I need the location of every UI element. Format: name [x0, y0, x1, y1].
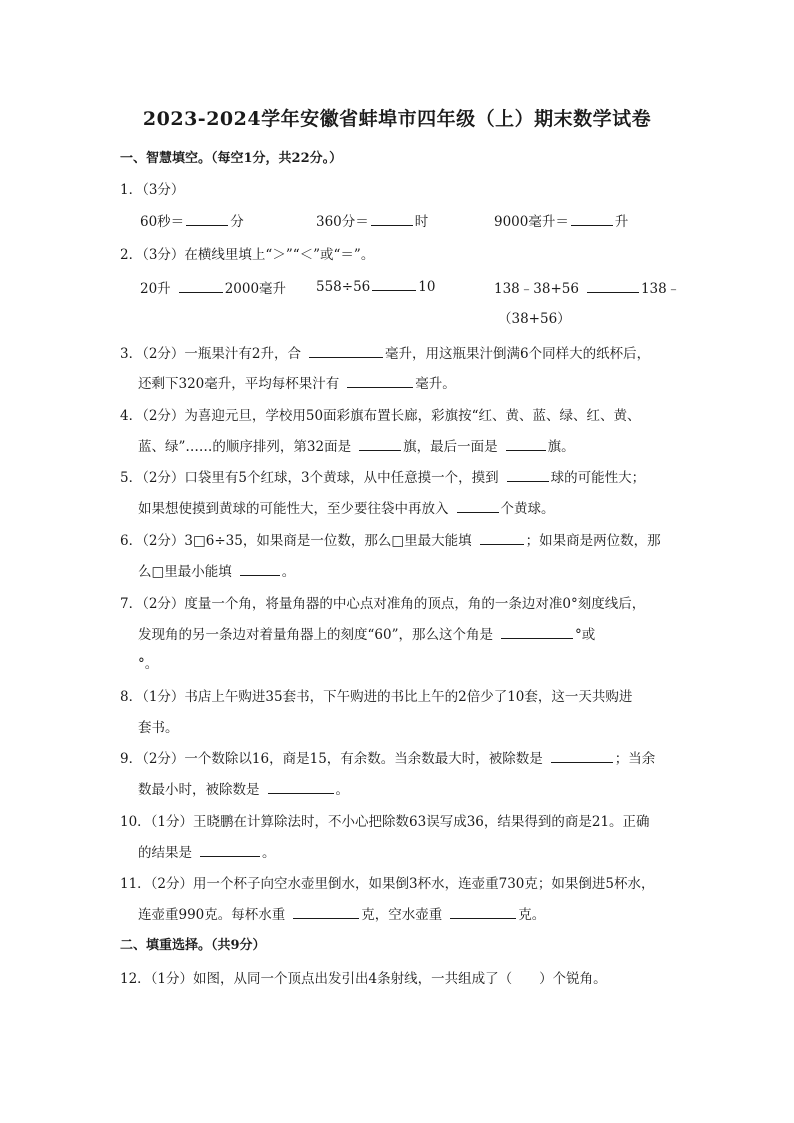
q11-text-1: 连壶重990克。每杯水重 — [138, 907, 286, 923]
question-2-head: 2．（3分）在横线里填上“＞”“＜”或“＝”。 — [120, 247, 375, 263]
q7-text-1: 发现角的另一条边对着量角器上的刻度“60”，那么这个角是 — [138, 627, 493, 643]
q5-text-1: 5．（2分）口袋里有5个红球，3个黄球，从中任意摸一个，摸到 — [120, 470, 499, 486]
q3-text-2: 毫升，用这瓶果汁倒满6个同样大的纸杯后， — [385, 346, 651, 362]
q4-text-2: 旗，最后一面是 — [403, 439, 498, 455]
q9-text-2: ；当余 — [614, 751, 656, 767]
question-2-part-b — [316, 277, 435, 295]
q5-text-2: 球的可能性大； — [550, 470, 646, 486]
q9-text-3: 数最小时，被除数是 — [138, 782, 260, 798]
answer-blank[interactable] — [309, 344, 383, 358]
question-11-line-1: 11．（2分）用一个杯子向空水壶里倒水，如果倒3杯水，连壶重730克；如果倒进5杯水， — [120, 876, 655, 892]
answer-blank[interactable] — [240, 562, 280, 576]
q4-text-3: 旗。 — [547, 439, 575, 455]
question-10-line-1: 10．（1分）王晓鹏在计算除法时，不小心把除数63误写成36，结果得到的商是21。正确 — [120, 814, 650, 830]
answer-blank[interactable] — [186, 212, 228, 226]
question-7-line-1: 7．（2分）度量一个角，将量角器的中心点对准角的顶点，角的一条边对准0°刻度线后， — [120, 596, 646, 612]
question-4-line-2 — [138, 435, 575, 455]
question-1-part-b — [316, 210, 428, 230]
q2a-prefix: 20升 — [140, 281, 171, 297]
q1a-suffix: 分 — [230, 214, 244, 230]
q9-text-1: 9．（2分）一个数除以16，商是15，有余数。当余数最大时，被除数是 — [120, 751, 543, 767]
question-6-line-1 — [120, 529, 661, 549]
q1a-prefix: 60秒＝ — [140, 214, 185, 230]
answer-blank[interactable] — [506, 437, 546, 451]
answer-blank[interactable] — [571, 212, 613, 226]
q10-text-2: 。 — [262, 845, 276, 861]
q1c-suffix: 升 — [614, 214, 629, 230]
section-heading-fill: 一、智慧填空。（每空1分，共22分。） — [120, 151, 343, 166]
answer-blank[interactable] — [457, 499, 499, 513]
question-1-part-c — [494, 210, 628, 230]
question-8-line-2: 套书。 — [138, 720, 179, 736]
q1b-suffix: 时 — [414, 214, 429, 230]
q11-text-2: 克，空水壶重 — [361, 907, 443, 923]
question-10-line-2 — [138, 841, 276, 861]
question-5-line-1 — [120, 466, 645, 486]
answer-blank[interactable] — [359, 437, 401, 451]
page-title: 2023-2024学年安徽省蚌埠市四年级（上）期末数学试卷 — [142, 108, 652, 130]
q2c-prefix: 138﹣38+56 — [494, 281, 579, 297]
q3-text-4: 毫升。 — [415, 376, 456, 392]
answer-blank[interactable] — [507, 468, 549, 482]
question-6-line-2 — [138, 560, 295, 580]
q2b-suffix: 10 — [418, 279, 436, 295]
question-11-line-2 — [138, 903, 545, 923]
q2a-suffix: 2000毫升 — [224, 281, 287, 297]
question-3-line-2 — [138, 372, 456, 392]
q3-text-1: 3．（2分）一瓶果汁有2升，合 — [120, 346, 302, 362]
q6-text-2: ；如果商是两位数，那 — [525, 533, 661, 549]
answer-blank[interactable] — [268, 780, 334, 794]
answer-blank[interactable] — [293, 905, 359, 919]
q4-text-1: 蓝、绿”……的顺序排列，第32面是 — [138, 439, 352, 455]
question-2-part-c — [494, 277, 680, 297]
answer-blank[interactable] — [551, 749, 613, 763]
question-5-line-2 — [138, 497, 555, 517]
q10-text-1: 的结果是 — [138, 845, 192, 861]
question-7-line-3: °。 — [138, 656, 159, 672]
q6-text-3: 么□里最小能填 — [138, 564, 232, 580]
answer-blank[interactable] — [179, 279, 223, 293]
question-1-part-a — [140, 210, 244, 230]
q1c-prefix: 9000毫升＝ — [494, 214, 569, 230]
q2b-prefix: 558÷56 — [316, 279, 371, 295]
q11-text-3: 克。 — [518, 907, 546, 923]
q3-text-3: 还剩下320毫升，平均每杯果汁有 — [138, 376, 340, 392]
q7-text-2: °或 — [574, 627, 596, 643]
question-3-line-1 — [120, 342, 650, 362]
answer-blank[interactable] — [371, 212, 413, 226]
q5-text-4: 个黄球。 — [500, 501, 555, 517]
question-9-line-2 — [138, 778, 349, 798]
q2c-suffix: 138﹣ — [640, 281, 681, 297]
question-2-part-c-tail: （38+56） — [498, 311, 571, 327]
question-1-head: 1．（3分） — [120, 182, 185, 198]
answer-blank[interactable] — [587, 279, 639, 293]
answer-blank[interactable] — [501, 625, 573, 639]
answer-blank[interactable] — [480, 531, 524, 545]
answer-blank[interactable] — [347, 374, 413, 388]
q6-text-1: 6．（2分）3□6÷35，如果商是一位数，那么□里最大能填 — [120, 533, 472, 549]
question-8-line-1: 8．（1分）书店上午购进35套书，下午购进的书比上午的2倍少了10套，这一天共购进 — [120, 689, 633, 705]
answer-blank[interactable] — [372, 277, 416, 291]
answer-blank[interactable] — [450, 905, 516, 919]
question-2-part-a — [140, 277, 286, 297]
question-9-line-1 — [120, 747, 655, 767]
question-12-line-1: 12．（1分）如图，从同一个顶点出发引出4条射线，一共组成了（ ）个锐角。 — [120, 971, 607, 987]
q6-text-4: 。 — [281, 564, 296, 580]
q1b-prefix: 360分＝ — [316, 214, 369, 230]
section-heading-choice: 二、填重选择。（共9分） — [120, 938, 266, 953]
question-7-line-2 — [138, 623, 595, 643]
q9-text-4: 。 — [335, 782, 349, 798]
question-4-line-1: 4．（2分）为喜迎元旦，学校用50面彩旗布置长廊，彩旗按“红、黄、蓝、绿、红、黄、 — [120, 408, 641, 424]
answer-blank[interactable] — [200, 843, 260, 857]
q5-text-3: 如果想使摸到黄球的可能性大，至少要往袋中再放入 — [138, 501, 449, 517]
